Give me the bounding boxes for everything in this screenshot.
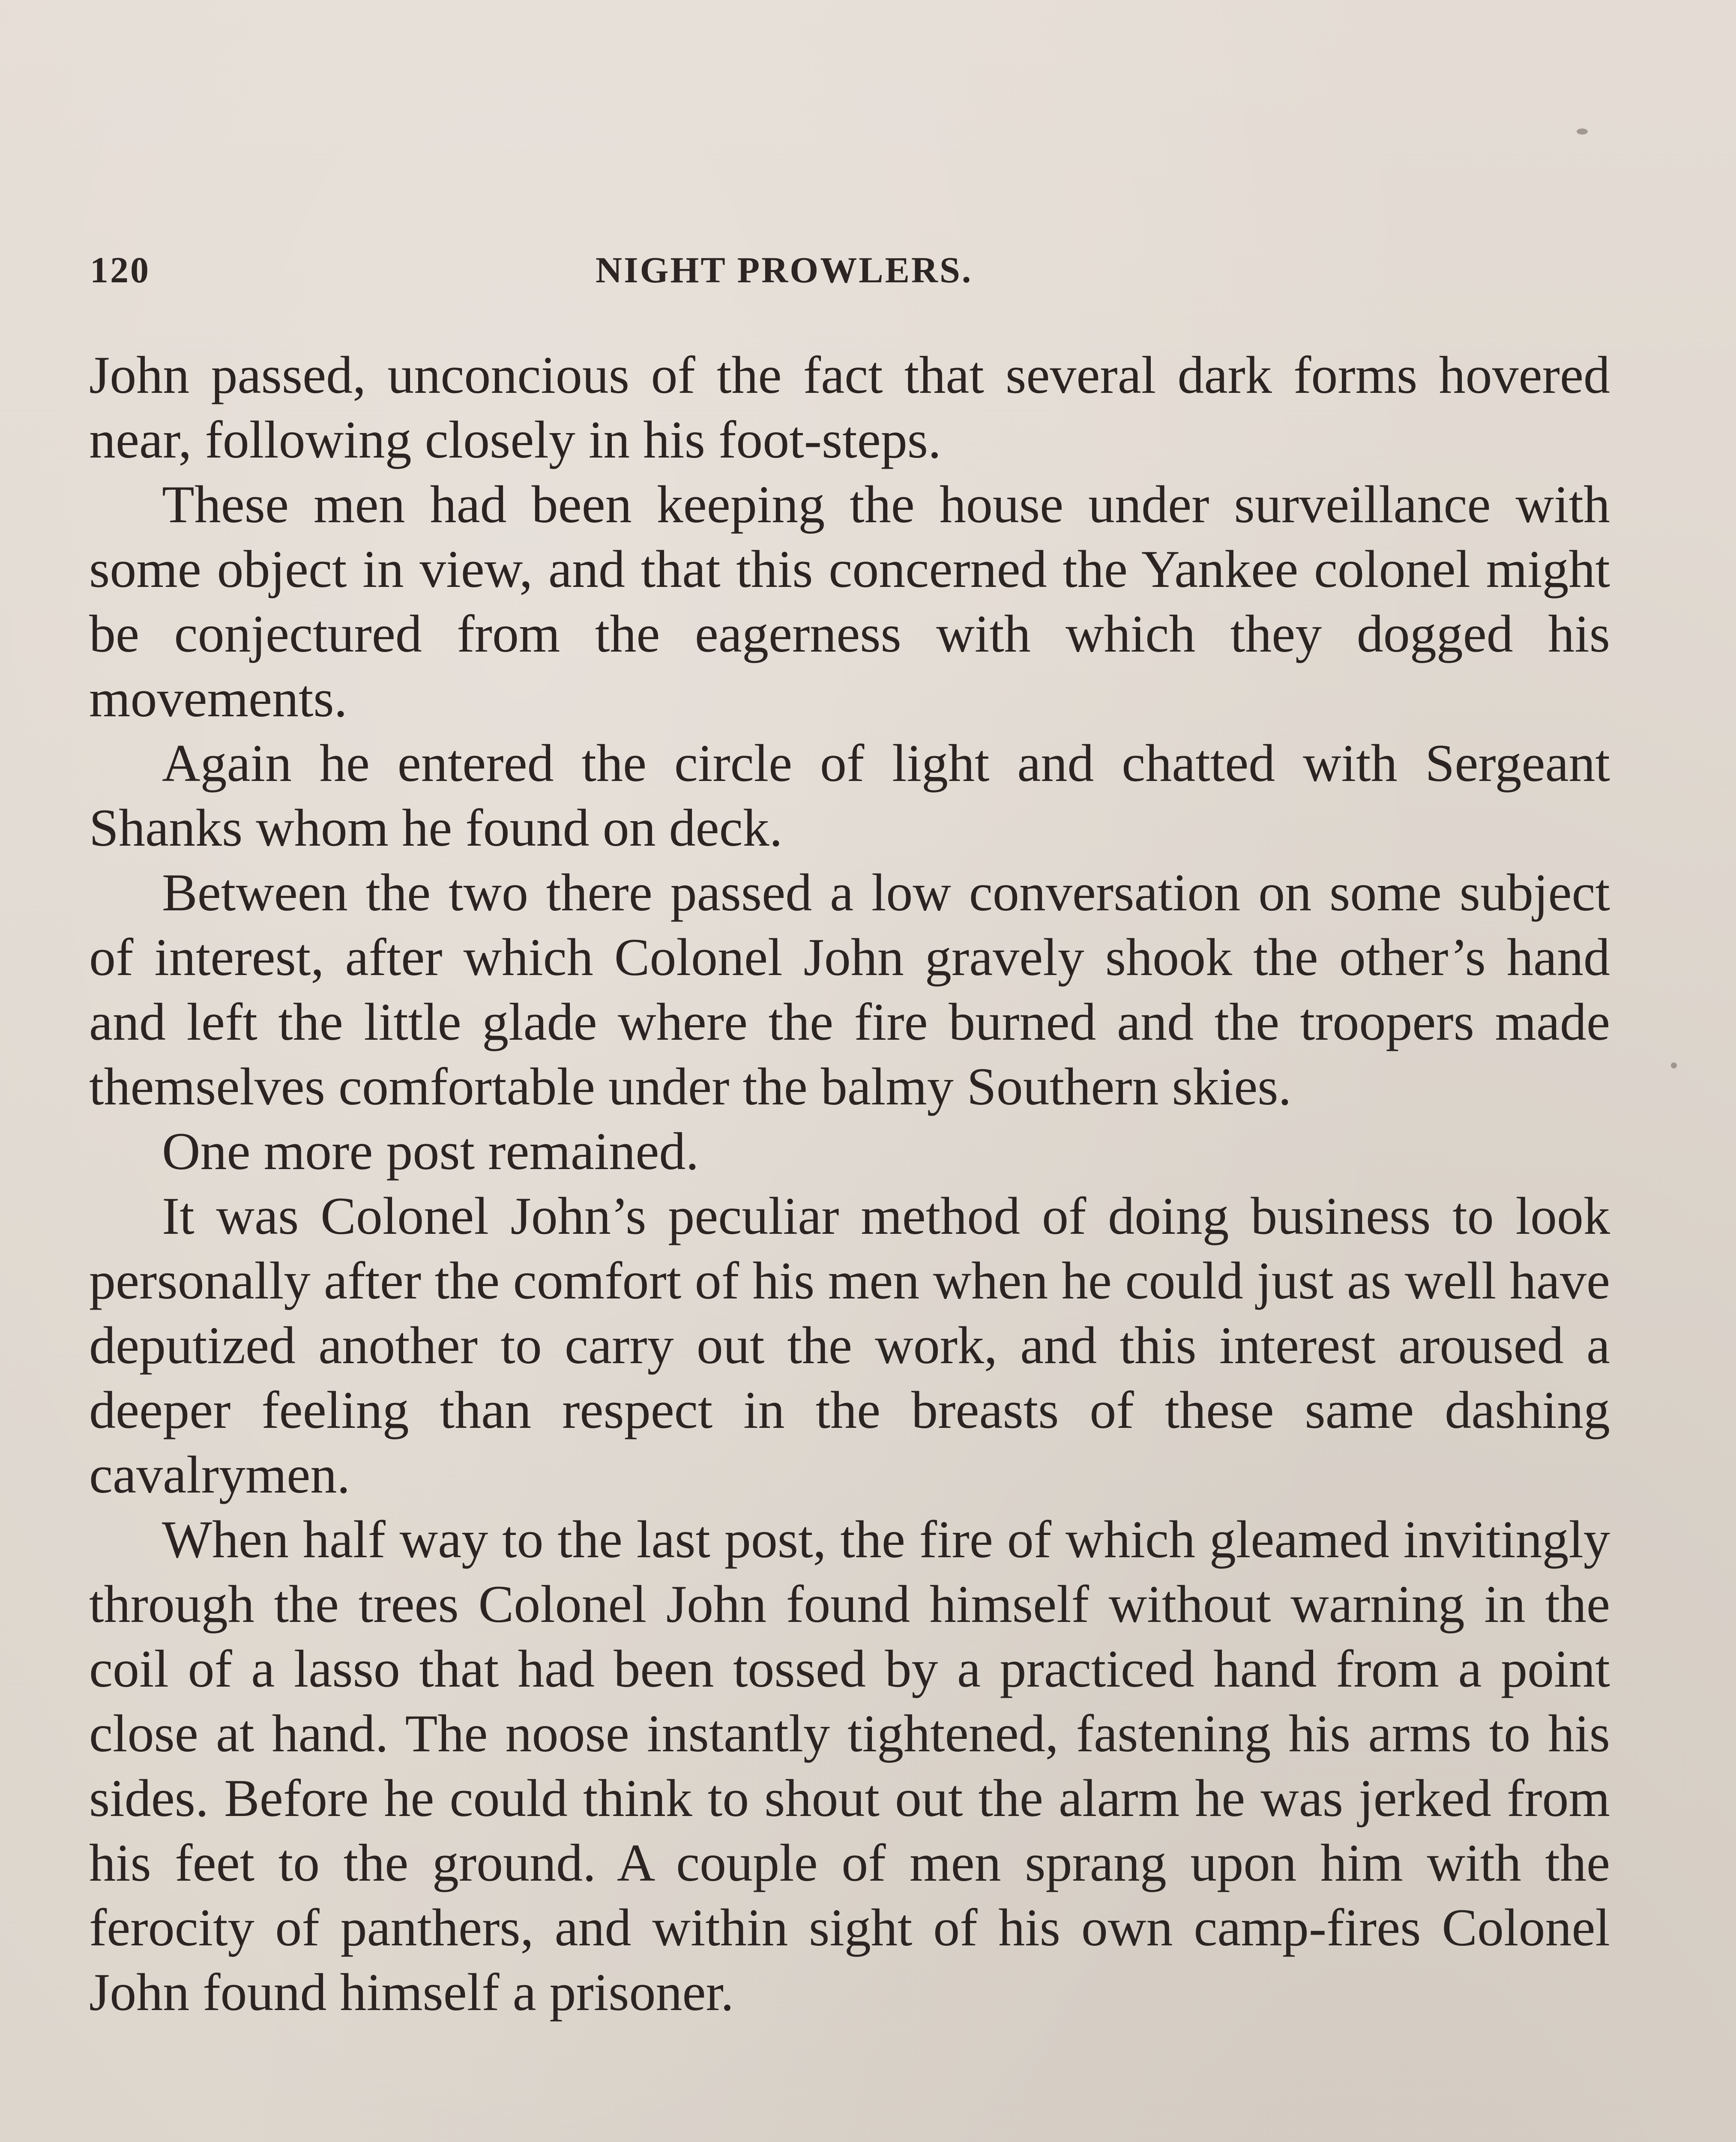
running-head (90, 240, 1097, 308)
paragraph-1: John passed, unconcious of the fact that several dark forms hovered near, following closely in his foot-steps. (89, 346, 1610, 469)
paragraph-2: These men had been keeping the house under surveillance with some object in view, and that this concerned the Yankee colonel might be conjectured from the eagerness with which they dogged his movements. (89, 475, 1610, 728)
paper-speck (1577, 129, 1588, 135)
paragraph-3: Again he entered the circle of light and chatted with Sergeant Shanks whom he found on deck. (89, 734, 1610, 857)
paragraph-5: One more post remained. (162, 1122, 699, 1181)
body-text (89, 343, 1610, 2025)
paragraph-7: When half way to the last post, the fire of which gleamed invitingly through the trees Colonel John found himself without warning in the coil of a lasso that had been tossed by a practiced hand from a point close at hand. The noose instantly tightened, fastening his arms to his sides. Before he could think to shout out the alarm he was jerked from his feet to the ground. A couple of men sprang upon him with the ferocity of panthers, and within sight of his own camp-fires Colonel John found himself a prisoner. (89, 1510, 1610, 2022)
paper-speck (1671, 1062, 1677, 1068)
page-number: 120 (90, 249, 150, 290)
running-title: NIGHT PROWLERS. (596, 249, 973, 290)
paragraph-6: It was Colonel John’s peculiar method of doing business to look personally after the comfort of his men when he could just as well have deputized another to carry out the work, and this interest aroused a deeper feeling than respect in the breasts of these same dashing cavalrymen. (89, 1187, 1610, 1504)
paragraph-4: Between the two there passed a low conversation on some subject of interest, after which Colonel John gravely shook the other’s hand and left the little glade where the fire burned and the troopers made themselves comfortable under the balmy Southern skies. (89, 863, 1610, 1116)
